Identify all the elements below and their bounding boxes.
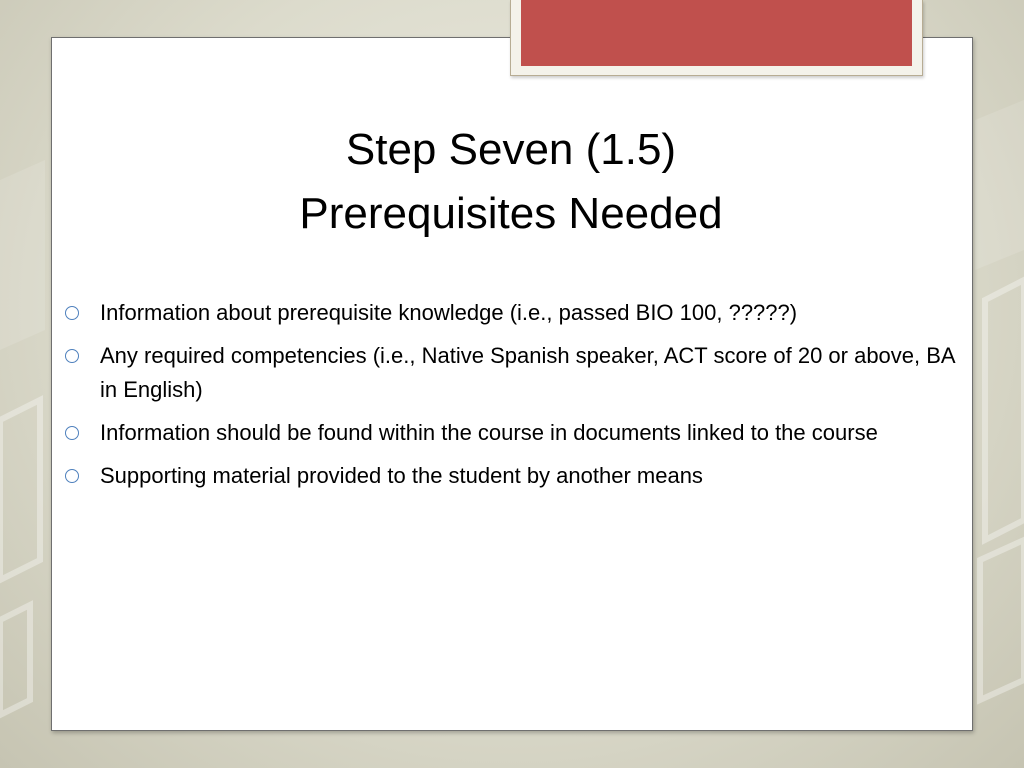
bullet-text: Supporting material provided to the student by another means [100, 463, 703, 488]
hollow-circle-icon [65, 349, 79, 363]
bullet-item [62, 459, 962, 493]
bullet-item [62, 339, 962, 407]
hollow-circle-icon [65, 469, 79, 483]
bullet-text: Any required competencies (i.e., Native Spanish speaker, ACT score of 20 or above, BA in English) [100, 343, 955, 402]
bullet-text: Information should be found within the course in documents linked to the course [100, 420, 878, 445]
slide-title [51, 118, 971, 246]
bullet-item [62, 296, 962, 330]
bullet-text: Information about prerequisite knowledge (i.e., passed BIO 100, ?????) [100, 300, 798, 325]
bullet-list [62, 296, 962, 502]
accent-bar [521, 0, 912, 66]
accent-tab [510, 0, 923, 76]
hollow-circle-icon [65, 426, 79, 440]
hollow-circle-icon [65, 306, 79, 320]
slide-title-line-2: Prerequisites Needed [299, 189, 723, 238]
bullet-item [62, 416, 962, 450]
slide-title-line-1: Step Seven (1.5) [345, 125, 677, 174]
